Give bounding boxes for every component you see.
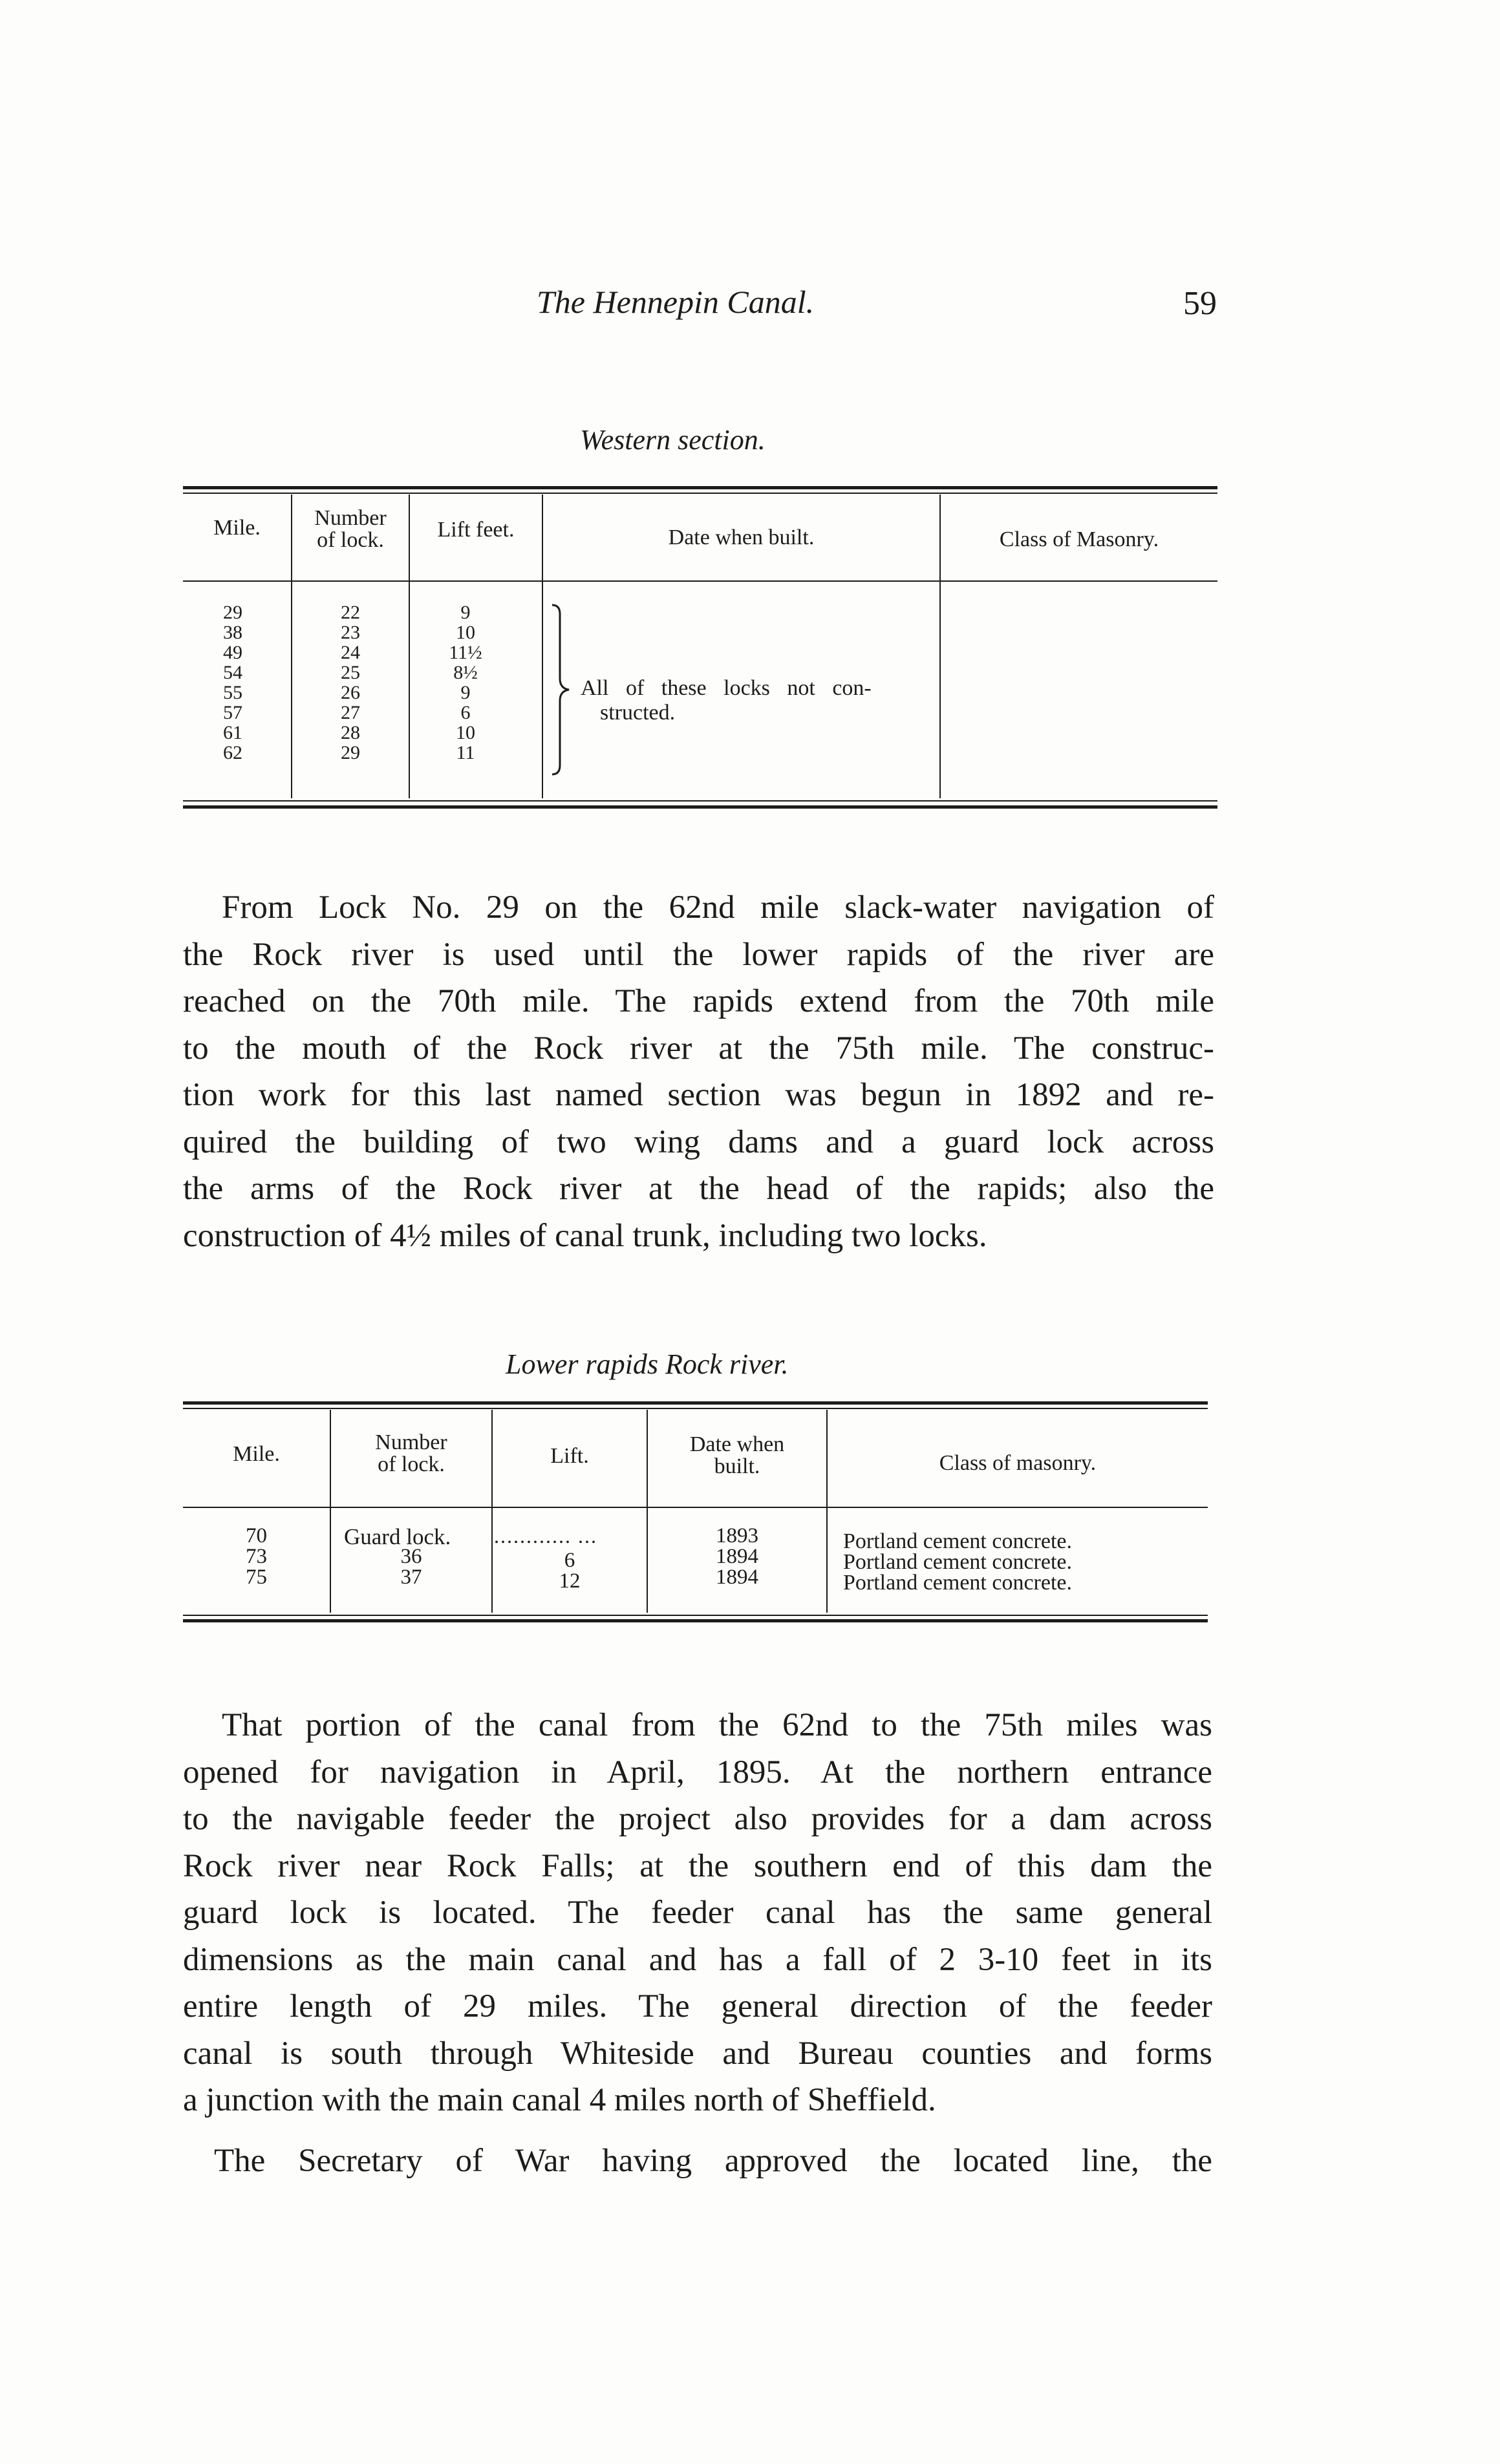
table1-cell-lock: 28 bbox=[341, 722, 360, 743]
table2-cell-mile: 75 bbox=[246, 1566, 267, 1589]
page-number: 59 bbox=[1183, 285, 1217, 322]
table2-cell-mile: 73 bbox=[246, 1545, 267, 1568]
table1-cell-lift: 8½ bbox=[453, 662, 478, 683]
paragraph-2-line: That portion of the canal from the 62nd to the 75th miles was bbox=[222, 1707, 1212, 1743]
paragraph-2-line: Rock river near Rock Falls; at the southern end of this dam the bbox=[183, 1847, 1212, 1884]
table1-cell-lift: 6 bbox=[460, 702, 471, 723]
table1-note-line2: structed. bbox=[600, 701, 676, 725]
table1-top-rule bbox=[183, 486, 1217, 489]
table2-cell-masonry: Portland cement concrete. bbox=[843, 1529, 1073, 1553]
table1-cell-lock: 29 bbox=[341, 742, 360, 763]
table1-cell-lift: 9 bbox=[460, 602, 471, 623]
table2-bottom-rule bbox=[183, 1619, 1208, 1622]
table1-cell-lift: 11 bbox=[456, 742, 475, 763]
paragraph-1 bbox=[183, 884, 1214, 1259]
table2-cell-masonry: Portland cement concrete. bbox=[843, 1571, 1073, 1595]
table2-cell-masonry: Portland cement concrete. bbox=[843, 1550, 1073, 1574]
table1-cell-lock: 26 bbox=[341, 682, 360, 703]
table1-lock-column bbox=[312, 602, 389, 763]
table2-header-lift: Lift. bbox=[550, 1444, 589, 1468]
table2-header-rule bbox=[183, 1507, 1208, 1508]
table1-cell-lock: 23 bbox=[341, 622, 360, 643]
table2-cell-lock: 36 bbox=[400, 1545, 422, 1568]
table1-cell-lock: 27 bbox=[341, 702, 360, 723]
table1-brace bbox=[548, 602, 574, 777]
table1-cell-lift: 10 bbox=[456, 622, 475, 643]
table1-cell-lock: 25 bbox=[341, 662, 360, 683]
table2-header-mile: Mile. bbox=[233, 1442, 280, 1466]
table1-cell-lock: 22 bbox=[341, 602, 360, 623]
table1-cell-lock: 24 bbox=[341, 642, 360, 663]
table2-caption: Lower rapids Rock river. bbox=[506, 1348, 789, 1380]
table2-header-date bbox=[648, 1434, 826, 1478]
table2-bottom-rule-inner bbox=[183, 1615, 1208, 1616]
table2-cell-lift: 12 bbox=[559, 1569, 581, 1593]
table2-header-number bbox=[331, 1432, 491, 1476]
table2-top-rule bbox=[183, 1401, 1208, 1405]
paragraph-2-line: canal is south through Whiteside and Bureau counties and forms bbox=[183, 2035, 1212, 2072]
paragraph-2-line: guard lock is located. The feeder canal has the same general bbox=[183, 1895, 1212, 1931]
paragraph-2 bbox=[183, 1702, 1212, 2124]
paragraph-1-line: From Lock No. 29 on the 62nd mile slack-water navigation of bbox=[222, 889, 1214, 926]
table1-note-line1 bbox=[581, 677, 930, 699]
table1-cell-mile: 29 bbox=[223, 602, 242, 623]
table2-cell-lift: 6 bbox=[564, 1549, 575, 1572]
table1-header-number bbox=[292, 507, 409, 551]
table1-cell-mile: 38 bbox=[223, 622, 242, 643]
table1-mile-column bbox=[194, 602, 272, 763]
table2-cell-built: 1894 bbox=[716, 1545, 758, 1568]
table2-header-number-line1: Number bbox=[375, 1430, 447, 1454]
table1-note bbox=[581, 677, 930, 724]
paragraph-2-line: a junction with the main canal 4 miles north of Sheffield. bbox=[183, 2082, 936, 2118]
paragraph-3 bbox=[183, 2138, 1212, 2185]
table2-cell-built: 1893 bbox=[716, 1524, 758, 1547]
table1-header-number-line2: of lock. bbox=[317, 528, 384, 552]
table1-header-number-line1: Number bbox=[314, 506, 387, 530]
table2-cell-lock: 37 bbox=[400, 1566, 422, 1589]
table1-cell-lift: 11½ bbox=[449, 642, 482, 663]
running-title: The Hennepin Canal. bbox=[537, 284, 815, 320]
paragraph-3-line: The Secretary of War having approved the located line, the bbox=[214, 2143, 1212, 2179]
table1-cell-lift: 9 bbox=[460, 682, 471, 703]
table1-cell-mile: 57 bbox=[223, 702, 242, 723]
table2-top-rule-inner bbox=[183, 1408, 1208, 1409]
table1-header-date: Date when built. bbox=[668, 526, 815, 549]
paragraph-2-line: dimensions as the main canal and has a fall of 2 3-10 feet in its bbox=[183, 1941, 1212, 1978]
table1-bottom-rule bbox=[183, 805, 1217, 809]
table2-leader-dots: ............ ... bbox=[494, 1524, 597, 1547]
table2-cell-mile: 70 bbox=[246, 1524, 267, 1547]
table1-cell-mile: 61 bbox=[223, 722, 242, 743]
table1-top-rule-inner bbox=[183, 493, 1217, 494]
table2-header-number-line2: of lock. bbox=[378, 1452, 445, 1476]
table2-header-masonry: Class of masonry. bbox=[939, 1451, 1097, 1475]
table2-cell-lock: Guard lock. bbox=[344, 1524, 451, 1549]
paragraph-1-line: tion work for this last named section was begun in 1892 and re- bbox=[183, 1077, 1214, 1113]
table1-note-line1-text: All of these locks not con- bbox=[581, 676, 872, 700]
table1-caption: Western section. bbox=[580, 424, 766, 456]
table1-header-masonry: Class of Masonry. bbox=[999, 527, 1159, 551]
table1-cell-mile: 54 bbox=[223, 662, 242, 683]
table1-header-lift: Lift feet. bbox=[437, 518, 515, 542]
table1-header-rule bbox=[183, 580, 1217, 582]
paragraph-1-line: reached on the 70th mile. The rapids extend from the 70th mile bbox=[183, 983, 1214, 1019]
table1-cell-lift: 10 bbox=[456, 722, 475, 743]
table1-cell-mile: 49 bbox=[223, 642, 242, 663]
table1-lift-column bbox=[420, 602, 511, 763]
table1-bottom-rule-inner bbox=[183, 800, 1217, 802]
paragraph-1-line: the Rock river is used until the lower rapids of the river are bbox=[183, 936, 1214, 973]
paragraph-1-line: the arms of the Rock river at the head of the rapids; also the bbox=[183, 1171, 1214, 1207]
paragraph-2-line: entire length of 29 miles. The general direction of the feeder bbox=[183, 1988, 1212, 2024]
paragraph-1-line: construction of 4½ miles of canal trunk, including two locks. bbox=[183, 1217, 987, 1254]
table1-cell-mile: 62 bbox=[223, 742, 242, 763]
table1-cell-mile: 55 bbox=[223, 682, 242, 703]
table2-col-divider bbox=[826, 1410, 828, 1613]
paragraph-2-line: to the navigable feeder the project also provides for a dam across bbox=[183, 1801, 1212, 1837]
table2-header-date-line2: built. bbox=[714, 1454, 760, 1478]
paragraph-1-line: quired the building of two wing dams and a guard lock across bbox=[183, 1123, 1214, 1160]
paragraph-1-line: to the mouth of the Rock river at the 75th mile. The construc- bbox=[183, 1030, 1214, 1067]
paragraph-2-line: opened for navigation in April, 1895. At the northern entrance bbox=[183, 1754, 1212, 1790]
table1-header-mile: Mile. bbox=[213, 516, 261, 540]
table2-cell-built: 1894 bbox=[716, 1566, 758, 1589]
table2-header-date-line1: Date when bbox=[689, 1432, 785, 1456]
